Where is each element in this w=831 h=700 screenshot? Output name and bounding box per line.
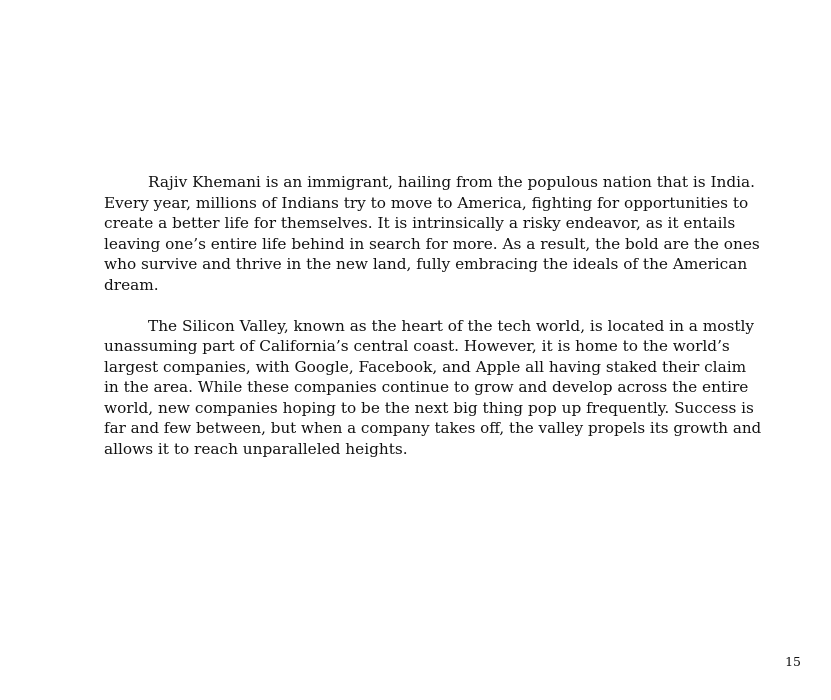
paragraph-gap (104, 295, 764, 316)
paragraph-silicon-valley (104, 316, 764, 460)
text-line: Every year, millions of Indians try to move to America, fighting for opportunities to (104, 193, 749, 212)
text-line: Rajiv Khemani is an immigrant, hailing from the populous nation that is India. (148, 173, 756, 191)
text-line: dream. (104, 275, 159, 294)
text-line: largest companies, with Google, Facebook, and Apple all having staked their claim (104, 357, 747, 376)
page-number: 15 (785, 654, 801, 669)
text-line: create a better life for themselves. It is intrinsically a risky endeavor, as it entails (104, 214, 736, 232)
text-line: allows it to reach unparalleled heights. (104, 439, 408, 458)
text-line: far and few between, but when a company takes off, the valley propels its growth and (104, 419, 762, 437)
text-line: world, new companies hoping to be the next big thing pop up frequently. Success is (104, 398, 754, 417)
body-text (104, 172, 764, 459)
paragraph-rajiv-intro (104, 172, 764, 295)
text-line: unassuming part of California’s central coast. However, it is home to the world’s (104, 337, 730, 355)
text-line: in the area. While these companies continue to grow and develop across the entire (104, 378, 749, 396)
text-line: The Silicon Valley, known as the heart of the tech world, is located in a mostly (148, 316, 755, 335)
text-line: who survive and thrive in the new land, fully embracing the ideals of the American (104, 255, 748, 273)
text-line: leaving one’s entire life behind in search for more. As a result, the bold are the ones (104, 234, 760, 253)
